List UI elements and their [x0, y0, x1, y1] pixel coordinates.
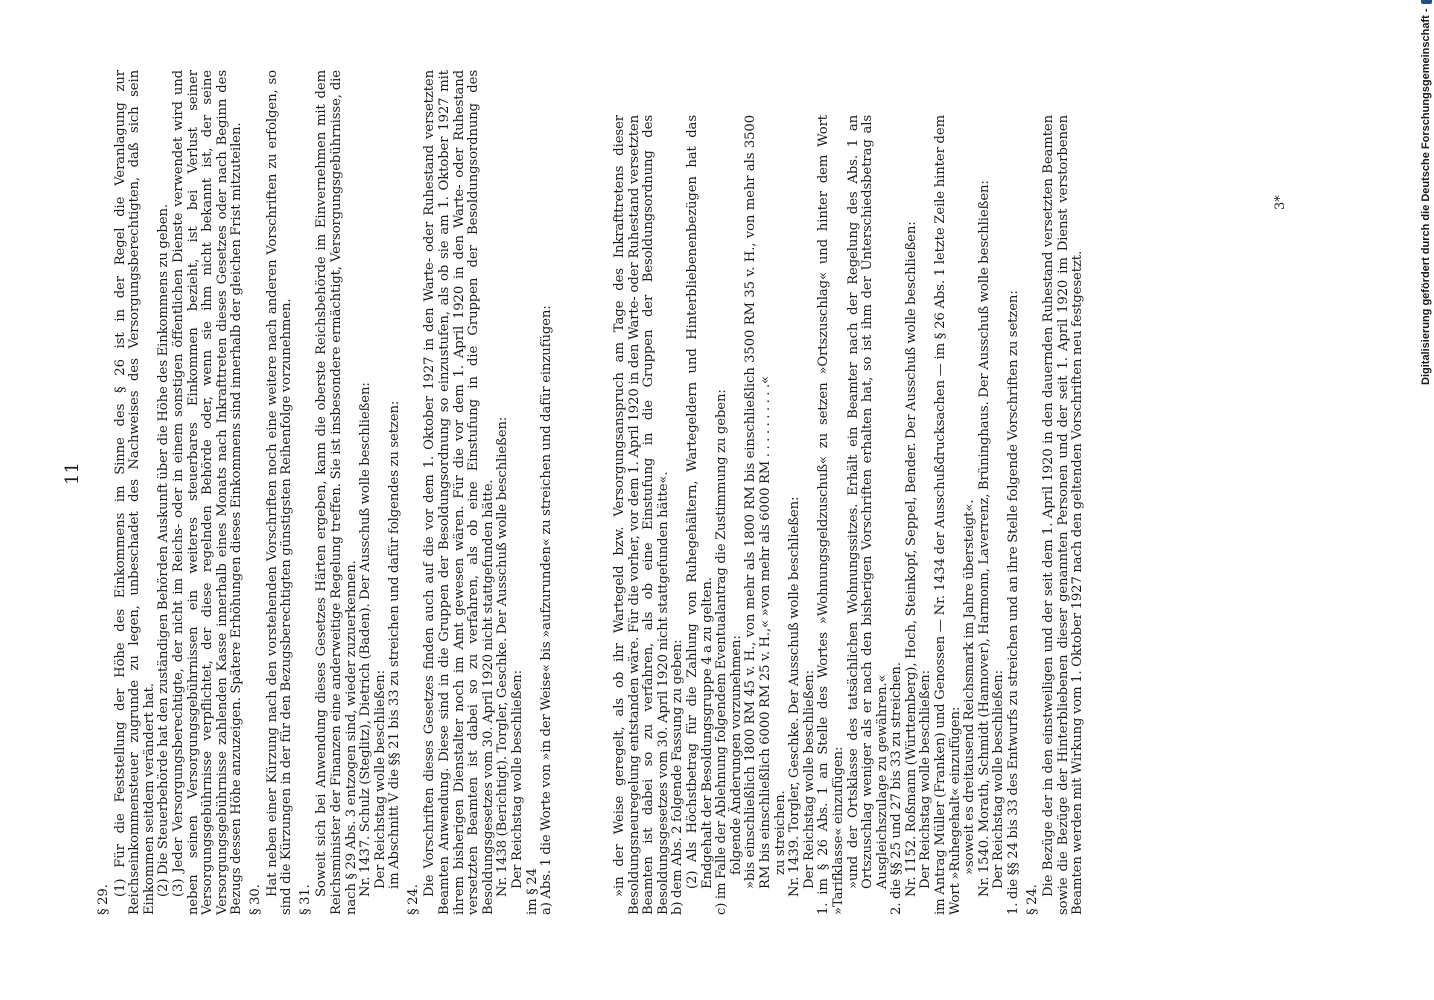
paragraph: Nr. 1438 (Berichtigt). Torgler, Geschke. Der Ausschuß wolle beschließen:	[495, 416, 511, 897]
paragraph: Der Reichstag wolle beschließen:	[918, 670, 934, 889]
paragraph: Die Bezüge der in den einstweiligen und der seit dem 1. April 1920 in den dauernden Ruhestand versetzten Beamten sowie die Bezüge der Hinterbliebenen dieser genannten Personen und der seit 1. April 1920 im Dienst verstorbenen Beamten werden mit Wirkung vom 1. Oktober 1927 nach den geltenden Vorschriften neu festgesetzt.	[1041, 115, 1086, 915]
left-text-column	[93, 70, 555, 915]
paragraph: (3) Jeder Versorgungsberechtigte, der nicht im Reichs- oder in einem sonstigen öffentlichen Dienste verwendet wird und neben seinen Versorgungsgebührnissen ein weiteres steuerbares Einkommen bezieht, ist bei Verlust seiner Versorgungsgebührnisse verpflichtet, der diese regelnden Behörde oder, wenn sie ihm nicht bekannt ist, der seine Versorgungsgebührnisse zahlenden Kasse innerhalb eines Monats nach Inkrafttreten dieses Gesetzes oder nach Beginn des Bezugs dessen Höhe anzuzeigen. Spätere Erhöhungen dieses Einkommens sind innerhalb der gleichen Frist mitzuteilen.	[170, 70, 245, 915]
paragraph: (2) Die Steuerbehörde hat den zuständigen Behörden Auskunft über die Höhe des Einkommens zu geben.	[156, 204, 172, 897]
paragraph: »soweit es dreitausend Reichsmark im Jahre übersteigt«.	[962, 499, 978, 875]
paragraph: im § 24	[524, 868, 540, 915]
paragraph: zu streichen.	[772, 790, 788, 875]
section-heading: § 24.	[1024, 884, 1040, 915]
paragraph: Der Reichstag wolle beschließen:	[991, 670, 1007, 889]
paragraph: Nr. 1152. Roßmann (Württemberg), Hoch, Steinkopf, Seppel, Bender. Der Ausschuß wolle beschließen:	[903, 221, 919, 897]
section-heading: § 29.	[96, 884, 111, 915]
digitization-notice	[1420, 0, 1432, 385]
signature-mark: 3*	[1273, 195, 1288, 210]
paragraph: c) im Falle der Ablehnung folgendem Eventualantrag die Zustimmung zu geben:	[714, 389, 730, 915]
paragraph: folgende Änderungen vorzunehmen:	[728, 635, 744, 875]
paragraph: Nr. 1437. Schulz (Steglitz), Dietrich (Baden). Der Ausschuß wolle beschließen:	[358, 382, 374, 897]
paragraph: im Antrag Müller (Franken) und Genossen — Nr. 1434 der Ausschußdrucksachen — im § 26 Abs. 1 letzte Zeile hinter dem Wort »Ruhegehalt« einzufügen:	[933, 115, 963, 915]
paragraph: Nr. 1439. Torgler, Geschke. Der Ausschuß wolle beschließen:	[787, 496, 803, 897]
paragraph: Hat neben einer Kürzung nach den vorstehenden Vorschriften noch eine weitere nach anderen Vorschriften zu erfolgen, so sind die Kürzungen in der für den Bezugsberechtigten günstigsten Reihenfolge vorzunehmen.	[264, 70, 295, 915]
section-heading: § 30.	[247, 884, 263, 915]
paragraph: Soweit sich bei Anwendung dieses Gesetzes Härten ergeben, kann die oberste Reichsbehörde im Einvernehmen mit dem Reichsminister der Finanzen eine anderweitige Regelung treffen. Sie ist insbesondere ermächtigt, Versorgungsgebührnisse, die nach § 29 Abs. 3 entzogen sind, wieder zuzuerkennen.	[314, 70, 359, 915]
paragraph: »in der Weise geregelt, als ob ihr Wartegeld bzw. Versorgungsanspruch am Tage des Inkrafttretens dieser Besoldungsneuregelung entstanden wäre. Für die vorher, vor dem 1. April 1920 in den Warte- oder Ruhestand versetzten Beamten ist dabei so zu verfahren, als ob eine Einstufung in die Gruppen der Besoldungsordnung des Besoldungsgesetzes vom 30. April 1920 nicht stattgefunden hätte«.	[612, 115, 671, 915]
paragraph: Die Vorschriften dieses Gesetzes finden auch auf die vor dem 1. Oktober 1927 in den Warte- oder Ruhestand versetzten Beamten Anwendung. Diese sind in die Gruppen der Besoldungsordnung so einzustufen, als ob sie am 1. Oktober 1927 mit ihrem bisherigen Dienstalter noch im Amt gewesen wären. Für die vor dem 1. April 1920 in den Warte- oder Ruhestand versetzten Beamten ist dabei so zu verfahren, als ob eine Einstufung in die Gruppen der Besoldungsordnung des Besoldungsgesetzes vom 30. April 1920 nicht stattgefunden hätte.	[422, 70, 496, 915]
dfg-logo-icon	[1421, 0, 1432, 4]
paragraph: »und der Ortsklasse des tatsächlichen Wohnungssitzes. Erhält ein Beamter nach der Regelung des Abs. 1 an Ortszuschlag weniger als er nach den bisherigen Vorschriften erhalten hat, so ist ihm der Unterschiedsbetrag als Ausgleichszulage zu gewähren.«	[845, 115, 890, 889]
paragraph: (2) Als Höchstbetrag für die Zahlung von Ruhegehältern, Wartegeldern und Hinterbliebenenbezügen hat das Endgehalt der Besoldungsgruppe 4 a zu gelten.	[684, 115, 715, 889]
section-heading: § 24.	[405, 884, 421, 915]
paragraph: im Abschnitt V die §§ 21 bis 33 zu streichen und dafür folgendes zu setzen:	[387, 400, 403, 889]
digitization-text: Digitalisierung gefördert durch die Deutsche Forschungsgemeinschaft -	[1420, 8, 1432, 385]
paragraph: 1. die §§ 24 bis 33 des Entwurfs zu streichen und an ihre Stelle folgende Vorschriften zu setzen:	[1006, 290, 1022, 915]
paragraph: Nr. 1540. Morath, Schmidt (Hannover), Harmonn, Laverrenz, Brüninghaus. Der Ausschuß wolle beschließen:	[976, 180, 992, 897]
paragraph: Der Reichstag wolle beschließen:	[372, 670, 388, 889]
paragraph: a) Abs. 1 die Worte von »in der Weise« bis »aufzurunden« zu streichen und dafür einzufügen:	[539, 305, 555, 915]
page-number: 11	[62, 462, 83, 485]
paragraph: b) dem Abs. 2 folgende Fassung zu geben:	[670, 639, 686, 915]
paragraph: »bis einschließlich 1800 RM 45 v. H., von mehr als 1800 RM bis einschließlich 3500 RM 35 v. H., von mehr als 3500 RM bis einschließlich 6000 RM 25 v. H.,« »von mehr als 6000 RM . . . . . . . . . .«	[743, 115, 773, 889]
right-text-column	[612, 115, 1086, 915]
paragraph: 1. im § 26 Abs. 1 an Stelle des Wortes »Wohnungsgeldzuschuß« zu setzen »Ortszuschlag« und hinter dem Wort »Tarifklasse« einzufügen:	[816, 115, 846, 915]
section-heading: § 31.	[297, 884, 313, 915]
paragraph: Der Reichstag wolle beschließen:	[801, 670, 817, 889]
paragraph: 2. die §§ 25 und 27 bis 33 zu streichen.	[889, 662, 905, 915]
paragraph: (1) Für die Feststellung der Höhe des Einkommens im Sinne des § 26 ist in der Regel die Veranlagung zur Reichseinkommensteuer zugrunde zu legen, unbeschadet des Nachweises des Versorgungsberechtigten, daß sich sein Einkommen seitdem verändert hat.	[112, 70, 157, 915]
paragraph: Der Reichstag wolle beschließen:	[510, 670, 526, 889]
